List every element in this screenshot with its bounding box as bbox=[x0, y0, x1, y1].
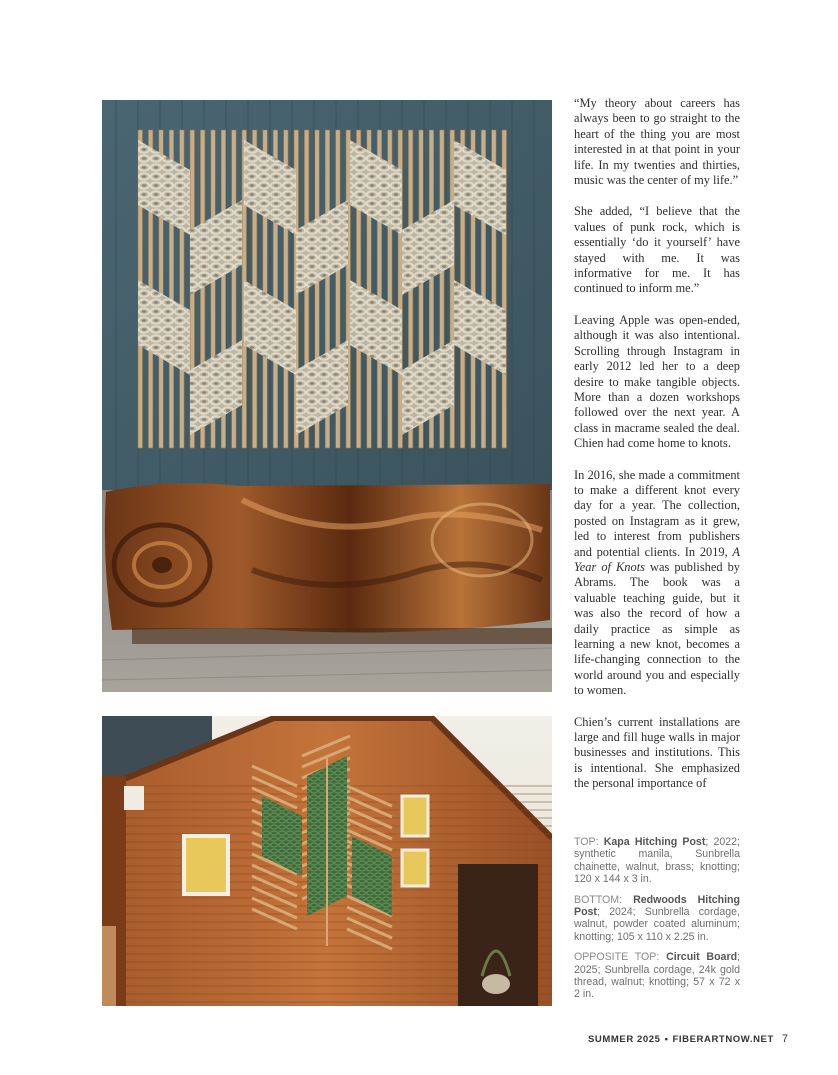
caption-title: Circuit Board bbox=[666, 951, 738, 964]
article-body bbox=[574, 96, 740, 792]
article-paragraph-5: Chien’s current installations are large and fill huge walls in major businesses and institutions. This is intentional. She emphasized the personal importance of bbox=[574, 714, 740, 791]
footer-issue: SUMMER 2025 bbox=[587, 1034, 661, 1045]
photo-redwoods-hitching-post bbox=[102, 716, 552, 1006]
caption-details: ; 2025; Sunbrella cordage, 24k gold thread, walnut; knotting; 57 x 72 x 2 in. bbox=[574, 951, 740, 1001]
article-paragraph-1: “My theory about careers has always been to go straight to the heart of the thing you are most interested in at that point in your life. In my twenties and thirties, music was the center of my life.” bbox=[574, 96, 740, 188]
caption-opposite-top bbox=[574, 951, 740, 1001]
caption-details: ; 2024; Sunbrella cordage, walnut, powder coated aluminum; knotting; 105 x 110 x 2.25 in. bbox=[574, 906, 740, 943]
book-title: A Year of Knots bbox=[574, 544, 740, 574]
caption-bottom bbox=[574, 894, 740, 944]
photo-captions bbox=[574, 836, 740, 1009]
caption-label: BOTTOM: bbox=[574, 893, 623, 906]
page-number: 7 bbox=[781, 1033, 788, 1045]
caption-label: OPPOSITE TOP: bbox=[574, 951, 660, 964]
article-paragraph-4 bbox=[574, 468, 740, 699]
article-paragraph-3: Leaving Apple was open-ended, although it was also intentional. Scrolling through Instagram in early 2012 led her to a deep desire to make tangible objects. More than a dozen workshops followed over the next year. A class in macrame sealed the deal. Chien had come home to knots. bbox=[574, 312, 740, 451]
caption-title: Kapa Hitching Post bbox=[603, 836, 706, 848]
footer-site: FIBERARTNOW.NET bbox=[672, 1034, 774, 1045]
caption-title: Redwoods Hitching Post bbox=[574, 893, 740, 919]
caption-label: TOP: bbox=[574, 836, 599, 848]
p4-text-after: was published by Abrams. The book was a valuable teaching guide, but it was also the record of how a daily practice as simple as learning a new knot, becomes a life-changing connection to the world around you and especially to women. bbox=[574, 559, 741, 698]
page-footer bbox=[588, 1033, 788, 1045]
caption-top bbox=[574, 836, 740, 886]
footer-separator: • bbox=[664, 1034, 669, 1045]
photo-kapa-hitching-post bbox=[102, 100, 552, 692]
p4-text-before: In 2016, she made a commitment to make a different knot every day for a year. The collection, posted on Instagram as it grew, led to interest from publishers and potential clients. In 2019, bbox=[574, 467, 740, 559]
caption-details: ; 2022; synthetic manila, Sunbrella chainette, walnut, brass; knotting; 120 x 144 x 3 in. bbox=[574, 836, 741, 886]
article-paragraph-2: She added, “I believe that the values of punk rock, which is essentially ‘do it yourself’ have stayed with me. It was informative for me. It has continued to inform me.” bbox=[574, 204, 740, 296]
